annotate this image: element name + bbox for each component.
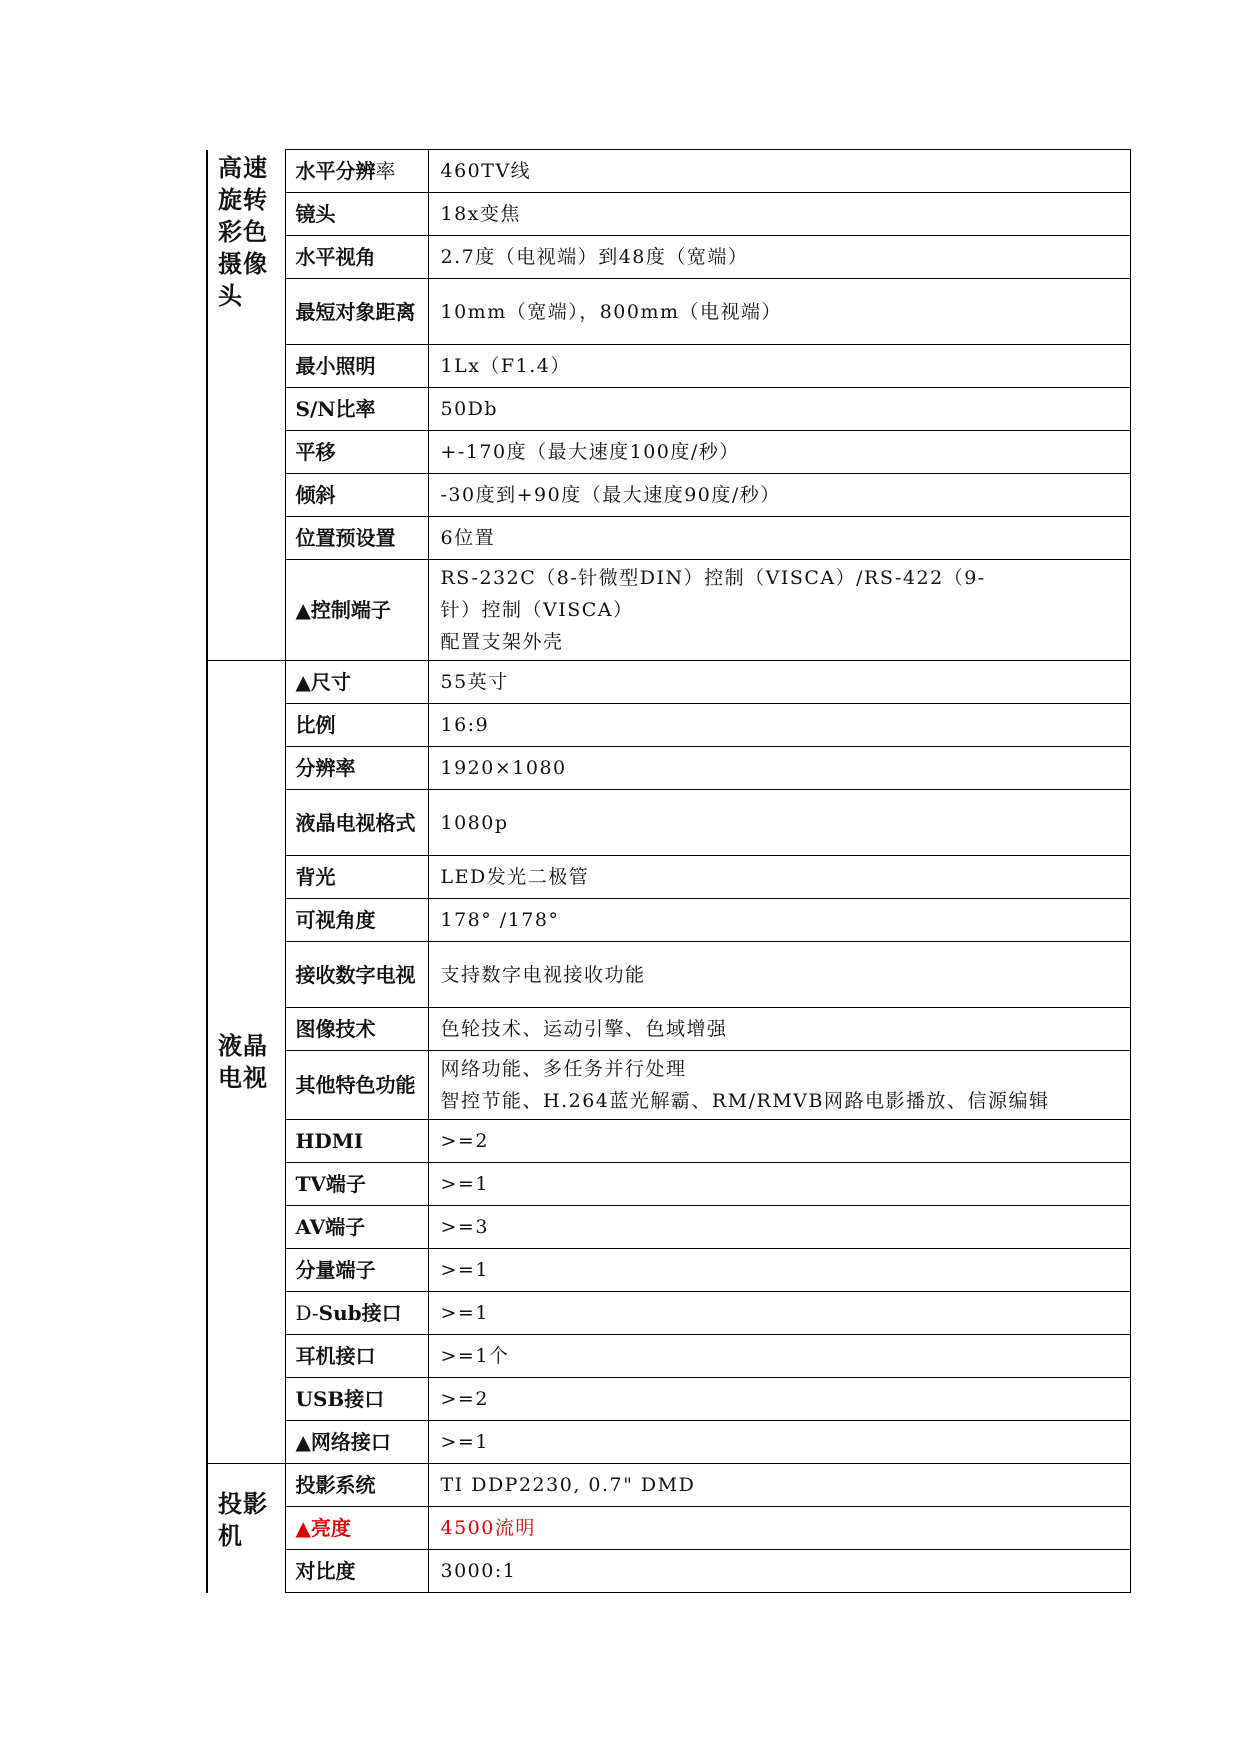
value-line: 1Lx（F1.4） (440, 355, 571, 377)
table-row (207, 1464, 1130, 1507)
value-line: >=3 (440, 1216, 489, 1238)
row-label: TV端子 (285, 1163, 428, 1206)
row-label: ▲尺寸 (285, 661, 428, 704)
value-line: -30度到+90度（最大速度90度/秒） (440, 484, 781, 506)
row-value (428, 856, 1130, 899)
value-line: TI DDP2230, 0.7" DMD (440, 1474, 696, 1496)
row-value (428, 1378, 1130, 1421)
row-label-thin: 率 (375, 159, 396, 183)
category-projector-label: 投影机 (218, 1489, 268, 1550)
value-line: >=1 (440, 1302, 489, 1324)
row-value (428, 1249, 1130, 1292)
row-label: 水平视角 (285, 236, 428, 279)
value-line: 针）控制（VISCA） (440, 599, 634, 621)
row-value (428, 1120, 1130, 1163)
row-value (428, 1421, 1130, 1464)
value-line: 10mm（宽端），800mm（电视端） (440, 300, 783, 323)
row-label: 可视角度 (285, 899, 428, 942)
table-row (207, 1120, 1130, 1163)
table-row (207, 279, 1130, 345)
table-row (207, 1249, 1130, 1292)
value-line: >=1 (440, 1431, 489, 1453)
row-label: 平移 (285, 431, 428, 474)
value-line: >=1 (440, 1173, 489, 1195)
row-value (428, 747, 1130, 790)
category-camera-cell (207, 150, 285, 661)
table-row (207, 345, 1130, 388)
row-value (428, 279, 1130, 345)
row-value (428, 1051, 1130, 1120)
row-value-highlight (428, 1507, 1130, 1550)
row-value (428, 193, 1130, 236)
row-label: 图像技术 (285, 1008, 428, 1051)
row-value (428, 431, 1130, 474)
row-value (428, 790, 1130, 856)
value-line: 智控节能、H.264蓝光解霸、RM/RMVB网路电影播放、信源编辑 (440, 1090, 1050, 1112)
row-value (428, 1550, 1130, 1593)
table-row (207, 1378, 1130, 1421)
table-row (207, 236, 1130, 279)
value-line: >=1 (440, 1259, 489, 1281)
row-label (285, 150, 428, 193)
table-row (207, 790, 1130, 856)
table-row (207, 704, 1130, 747)
value-line: 178° /178° (440, 909, 560, 931)
value-line: +-170度（最大速度100度/秒） (440, 441, 740, 463)
row-value (428, 236, 1130, 279)
value-line: 4500流明 (440, 1517, 536, 1539)
row-label: 对比度 (285, 1550, 428, 1593)
row-label: 倾斜 (285, 474, 428, 517)
table-row (207, 1163, 1130, 1206)
row-label: ▲控制端子 (285, 560, 428, 661)
row-label: 分辨率 (285, 747, 428, 790)
value-line: 色轮技术、运动引擎、色域增强 (440, 1018, 728, 1040)
table-row (207, 150, 1130, 193)
table-row (207, 560, 1130, 661)
row-value (428, 1335, 1130, 1378)
table-row (207, 1051, 1130, 1120)
value-line: LED发光二极管 (440, 866, 590, 888)
row-label: USB接口 (285, 1378, 428, 1421)
table-row (207, 661, 1130, 704)
row-label: S/N比率 (285, 388, 428, 431)
category-projector-cell (207, 1464, 285, 1593)
row-label: ▲网络接口 (285, 1421, 428, 1464)
row-label: 其他特色功能 (285, 1051, 428, 1120)
row-label: 最小照明 (285, 345, 428, 388)
row-label: 接收数字电视 (285, 942, 428, 1008)
value-line: 2.7度（电视端）到48度（宽端） (440, 246, 749, 268)
table-row (207, 431, 1130, 474)
row-value (428, 388, 1130, 431)
table-row (207, 856, 1130, 899)
value-line: 3000:1 (440, 1560, 517, 1582)
row-value (428, 474, 1130, 517)
row-value (428, 704, 1130, 747)
row-value (428, 1464, 1130, 1507)
value-line: 55英寸 (440, 671, 509, 693)
value-line: 50Db (440, 398, 499, 420)
row-value (428, 517, 1130, 560)
value-line: RS-232C（8-针微型DIN）控制（VISCA）/RS-422（9- (440, 567, 986, 589)
row-label: 耳机接口 (285, 1335, 428, 1378)
row-value (428, 1008, 1130, 1051)
row-value (428, 345, 1130, 388)
table-row (207, 1335, 1130, 1378)
table-row (207, 388, 1130, 431)
value-line: 支持数字电视接收功能 (440, 963, 646, 986)
table-row (207, 474, 1130, 517)
table-row (207, 1292, 1130, 1335)
row-label: 投影系统 (285, 1464, 428, 1507)
row-label (285, 1292, 428, 1335)
value-line: 18x变焦 (440, 203, 521, 225)
table-row (207, 747, 1130, 790)
row-label: 分量端子 (285, 1249, 428, 1292)
row-label: 背光 (285, 856, 428, 899)
value-line: >=1个 (440, 1345, 510, 1367)
category-tv-cell (207, 661, 285, 1464)
table-row (207, 942, 1130, 1008)
value-line: 网络功能、多任务并行处理 (440, 1058, 687, 1080)
value-line: 1080p (440, 811, 509, 834)
row-label: 比例 (285, 704, 428, 747)
table-row (207, 1507, 1130, 1550)
row-value (428, 899, 1130, 942)
category-tv-label: 液晶电视 (218, 1031, 268, 1092)
row-label-thin: D- (295, 1301, 319, 1325)
table-row (207, 1550, 1130, 1593)
category-camera-label: 高速旋转彩色摄像头 (218, 152, 268, 310)
value-line: 16:9 (440, 714, 490, 736)
table-row (207, 517, 1130, 560)
table-row (207, 1206, 1130, 1249)
row-label: AV端子 (285, 1206, 428, 1249)
row-label: 液晶电视格式 (285, 790, 428, 856)
table-row (207, 1008, 1130, 1051)
row-value (428, 1163, 1130, 1206)
row-value (428, 661, 1130, 704)
value-line: >=2 (440, 1130, 489, 1152)
value-line: 1920×1080 (440, 757, 567, 779)
row-value (428, 942, 1130, 1008)
row-value (428, 1206, 1130, 1249)
table-row (207, 193, 1130, 236)
row-label-highlight: ▲亮度 (285, 1507, 428, 1550)
row-label: HDMI (285, 1120, 428, 1163)
value-line: 6位置 (440, 527, 496, 549)
row-label-bold: Sub接口 (318, 1301, 402, 1325)
value-line: 460TV线 (440, 160, 532, 182)
row-label: 位置预设置 (285, 517, 428, 560)
table-row (207, 899, 1130, 942)
row-value (428, 1292, 1130, 1335)
row-label: 镜头 (285, 193, 428, 236)
table-row (207, 1421, 1130, 1464)
value-line: >=2 (440, 1388, 489, 1410)
spec-table (206, 149, 1131, 1593)
row-label-bold: 水平分辨 (295, 159, 376, 183)
row-value (428, 560, 1130, 661)
row-label: 最短对象距离 (285, 279, 428, 345)
row-value (428, 150, 1130, 193)
value-line: 配置支架外壳 (440, 631, 564, 653)
